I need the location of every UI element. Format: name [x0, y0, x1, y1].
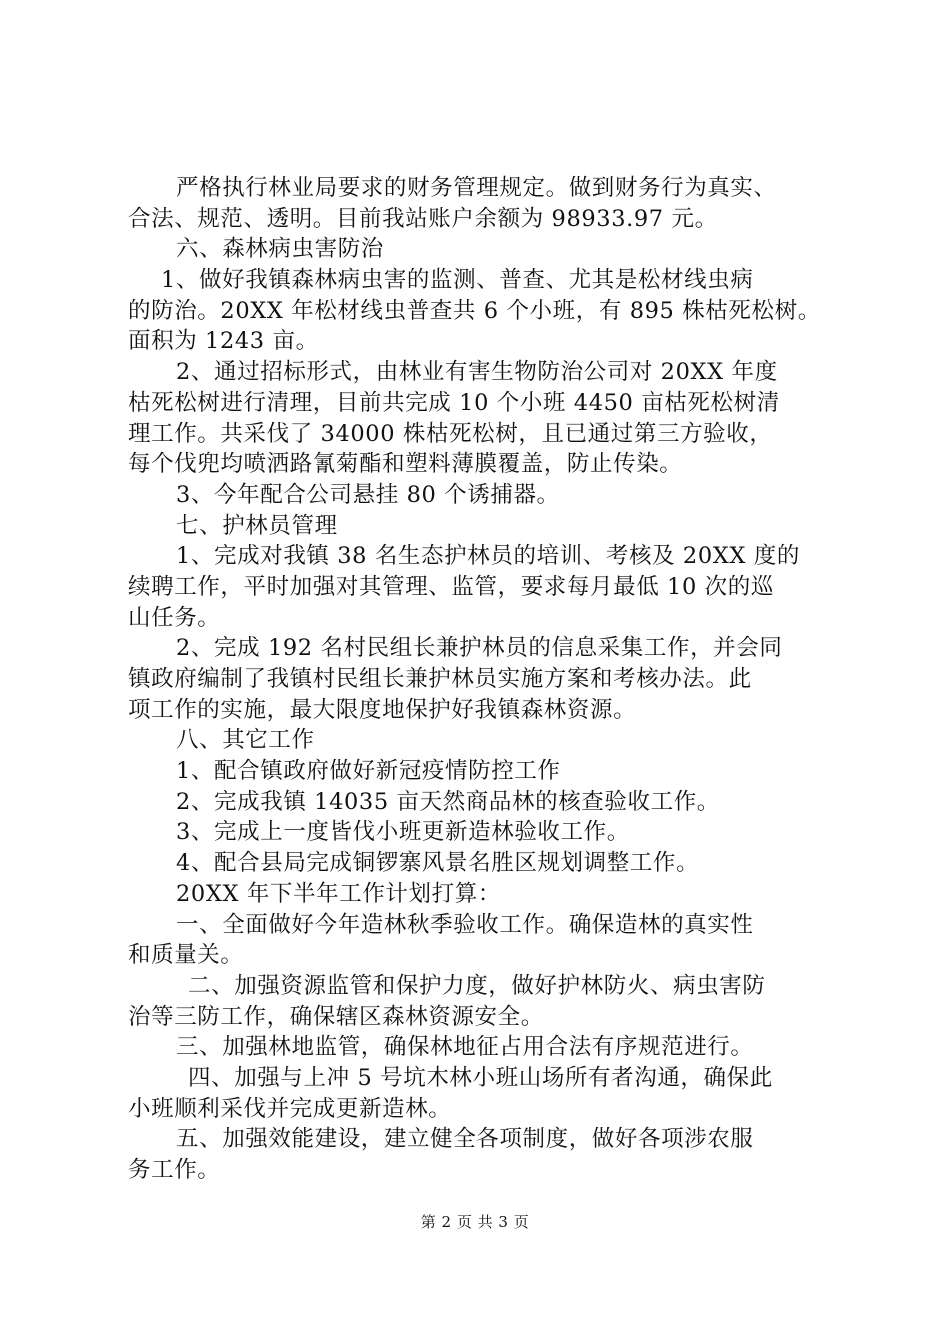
text-line: 镇政府编制了我镇村民组长兼护林员实施方案和考核办法。此 [128, 666, 752, 692]
text-line: 3、今年配合公司悬挂 80 个诱捕器。 [176, 481, 560, 508]
text-line: 六、森林病虫害防治 [176, 236, 384, 263]
page-footer: 第 2 页 共 3 页 [420, 1213, 530, 1231]
text-line: 4、配合县局完成铜锣寨风景名胜区规划调整工作。 [176, 850, 700, 877]
text-line: 山任务。 [128, 604, 221, 631]
text-line: 1、完成对我镇 38 名生态护林员的培训、考核及 20XX 度的 [176, 543, 800, 570]
text-line: 1、配合镇政府做好新冠疫情防控工作 [176, 758, 561, 785]
text-line: 3、完成上一度皆伐小班更新造林验收工作。 [176, 819, 630, 846]
text-line: 四、加强与上冲 5 号坑木林小班山场所有者沟通，确保此 [188, 1064, 773, 1091]
text-line: 务工作。 [128, 1157, 221, 1183]
text-line: 一、全面做好今年造林秋季验收工作。确保造林的真实性 [176, 911, 754, 938]
text-line: 二、加强资源监管和保护力度，做好护林防火、病虫害防 [188, 972, 766, 999]
text-line: 三、加强林地监管，确保林地征占用合法有序规范进行。 [176, 1034, 754, 1061]
text-line: 严格执行林业局要求的财务管理规定。做到财务行为真实、 [176, 175, 777, 201]
text-line: 2、通过招标形式，由林业有害生物防治公司对 20XX 年度 [176, 359, 778, 386]
text-line: 治等三防工作，确保辖区森林资源安全。 [128, 1003, 544, 1030]
text-line: 每个伐兜均喷洒路氰菊酯和塑料薄膜覆盖，防止传染。 [128, 451, 683, 478]
text-line: 续聘工作，平时加强对其管理、监管，要求每月最低 10 次的巡 [128, 573, 774, 600]
text-line: 面积为 1243 亩。 [128, 328, 319, 355]
text-line: 项工作的实施，最大限度地保护好我镇森林资源。 [128, 696, 637, 723]
text-line: 七、护林员管理 [176, 512, 338, 539]
text-line: 理工作。共采伐了 34000 株枯死松树，且已通过第三方验收， [128, 420, 773, 447]
text-line: 20XX 年下半年工作计划打算： [176, 880, 501, 907]
text-line: 八、其它工作 [176, 727, 315, 754]
text-line: 2、完成 192 名村民组长兼护林员的信息采集工作，并会同 [176, 635, 783, 662]
text-line: 的防治。20XX 年松材线虫普查共 6 个小班，有 895 株枯死松树。 [128, 297, 821, 324]
text-line: 五、加强效能建设，建立健全各项制度，做好各项涉农服 [176, 1126, 754, 1153]
text-line: 小班顺利采伐并完成更新造林。 [128, 1095, 452, 1122]
text-line: 1、做好我镇森林病虫害的监测、普查、尤其是松材线虫病 [161, 267, 754, 294]
text-line: 和质量关。 [128, 942, 244, 969]
text-line: 枯死松树进行清理，目前共完成 10 个小班 4450 亩枯死松树清 [128, 389, 780, 416]
text-line: 合法、规范、透明。目前我站账户余额为 98933.97 元。 [128, 205, 718, 232]
text-line: 2、完成我镇 14035 亩天然商品林的核查验收工作。 [176, 788, 720, 815]
document-body [128, 173, 840, 1186]
